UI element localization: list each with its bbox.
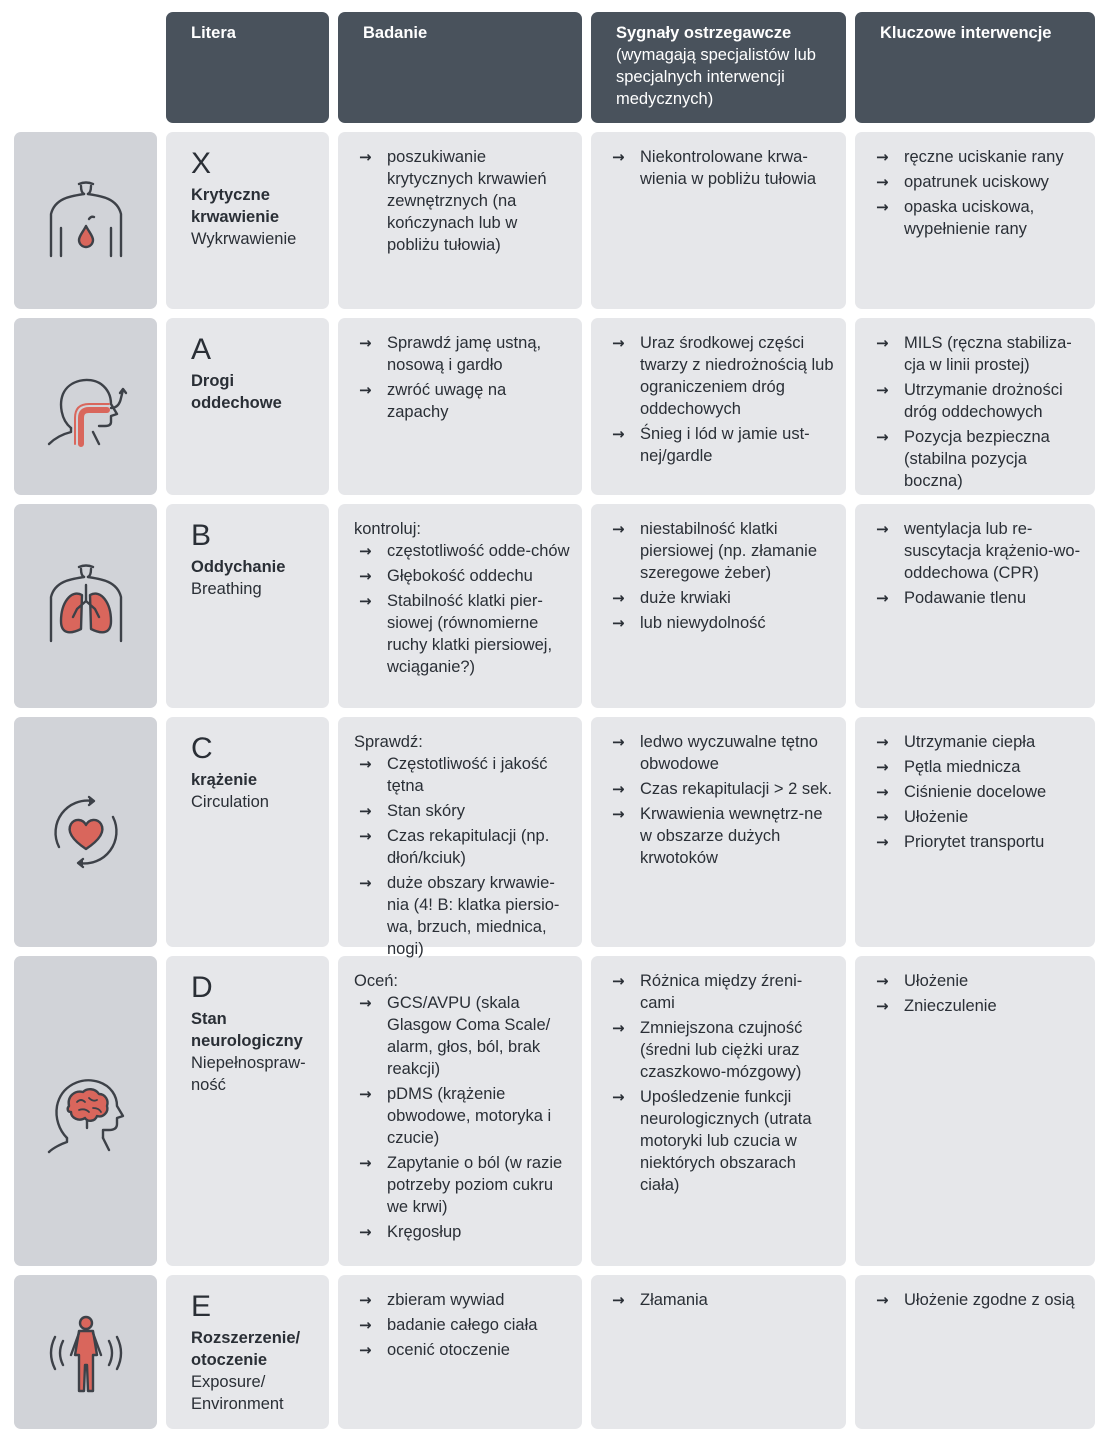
heart-circulation-icon [41, 787, 131, 877]
row-english: Exposure/ Environment [191, 1373, 284, 1413]
row-b-warnings-cell [591, 504, 846, 708]
list-item: → Stabilność klatki pier-siowej (równomierne ruchy klatki piersiowej, wciąganie?) [354, 590, 570, 678]
list-item: → Ułożenie [871, 806, 1083, 828]
list-item: → Ułożenie zgodne z osią [871, 1289, 1083, 1311]
list-item: → poszukiwanie krytycznych krwawień zewnętrznych (na kończynach lub w pobliżu tułowia) [354, 146, 570, 256]
row-a-interventions-cell [855, 318, 1095, 495]
row-name: Stan neurologiczny [191, 1010, 303, 1050]
row-x-letter-cell [166, 132, 329, 309]
row-d-exam-cell [338, 956, 582, 1266]
list-item: → Podawanie tlenu [871, 587, 1083, 609]
row-c-warnings-cell [591, 717, 846, 947]
row-letter: B [191, 519, 212, 552]
row-d-letter-cell [166, 956, 329, 1266]
row-e-interventions-cell [855, 1275, 1095, 1429]
row-a-letter-cell [166, 318, 329, 495]
list-item: → Krwawienia wewnętrz-ne w obszarze dużych krwotoków [607, 803, 834, 869]
row-english: Breathing [191, 580, 262, 598]
list-item: → opatrunek uciskowy [871, 171, 1083, 193]
list-item: → częstotliwość odde-chów [354, 540, 570, 562]
list-item: → niestabilność klatki piersiowej (np. złamanie szeregowe żeber) [607, 518, 834, 584]
list-item: → Utrzymanie ciepła [871, 731, 1083, 753]
list-item: → Pozycja bezpieczna (stabilna pozycja boczna) [871, 426, 1083, 492]
list-item: → Sprawdź jamę ustną, nosową i gardło [354, 332, 570, 376]
list-item: → Upośledzenie funkcji neurologicznych (utrata motoryki lub czucia w niektórych obszarach ciała) [607, 1086, 834, 1196]
header-letter: Litera [166, 12, 329, 123]
row-name: Rozszerzenie/ otoczenie [191, 1329, 301, 1369]
list-item: → Kręgosłup [354, 1221, 570, 1243]
list-item: → MILS (ręczna stabiliza-cja w linii prostej) [871, 332, 1083, 376]
row-name: Krytyczne krwawienie [191, 186, 280, 226]
header-empty [14, 12, 157, 123]
row-letter: D [191, 971, 213, 1004]
list-item: → Ułożenie [871, 970, 1083, 992]
header-interventions: Kluczowe interwencje [855, 12, 1095, 123]
list-item: → pDMS (krążenie obwodowe, motoryka i czucie) [354, 1083, 570, 1149]
row-c-letter-cell [166, 717, 329, 947]
exam-intro: Oceń: [354, 972, 399, 990]
list-item: → Stan skóry [354, 800, 570, 822]
row-name: Drogi oddechowe [191, 372, 282, 412]
row-b-exam-cell [338, 504, 582, 708]
row-b-letter-cell [166, 504, 329, 708]
list-item: → Czas rekapitulacji (np. dłoń/kciuk) [354, 825, 570, 869]
row-english: Wykrwawienie [191, 230, 297, 248]
row-a-icon-cell [14, 318, 157, 495]
brain-head-icon [41, 1066, 131, 1156]
row-x-warnings-cell [591, 132, 846, 309]
list-item: → wentylacja lub re-suscytacja krążenio-wo-oddechowa (CPR) [871, 518, 1083, 584]
exam-intro: Sprawdź: [354, 733, 423, 751]
airway-head-icon [41, 362, 131, 452]
row-d-warnings-cell [591, 956, 846, 1266]
row-letter: A [191, 333, 212, 366]
row-name: krążenie [191, 771, 258, 789]
row-c-interventions-cell [855, 717, 1095, 947]
list-item: → Czas rekapitulacji > 2 sek. [607, 778, 834, 800]
list-item: → duże obszary krwawie-nia (4! B: klatka piersio-wa, brzuch, miednica, nogi) [354, 872, 570, 960]
row-d-icon-cell [14, 956, 157, 1266]
list-item: → Złamania [607, 1289, 834, 1311]
row-d-interventions-cell [855, 956, 1095, 1266]
list-item: → ocenić otoczenie [354, 1339, 570, 1361]
exam-intro: kontroluj: [354, 520, 421, 538]
row-e-letter-cell [166, 1275, 329, 1429]
abcde-table [14, 12, 1095, 1429]
row-english: Niepełnospraw-ność [191, 1054, 306, 1094]
list-item: → Częstotliwość i jakość tętna [354, 753, 570, 797]
row-c-exam-cell [338, 717, 582, 958]
row-b-interventions-cell [855, 504, 1095, 708]
body-exposure-icon [41, 1307, 131, 1397]
row-e-warnings-cell [591, 1275, 846, 1429]
list-item: → Różnica między źreni-cami [607, 970, 834, 1014]
row-b-icon-cell [14, 504, 157, 708]
row-e-icon-cell [14, 1275, 157, 1429]
row-c-icon-cell [14, 717, 157, 947]
list-item: → Zapytanie o ból (w razie potrzeby poziom cukru we krwi) [354, 1152, 570, 1218]
list-item: → Uraz środkowej części twarzy z niedrożnością lub ograniczeniem dróg oddechowych [607, 332, 834, 420]
row-x-exam-cell [338, 132, 582, 309]
lungs-icon [41, 561, 131, 651]
list-item: → zwróć uwagę na zapachy [354, 379, 570, 423]
list-item: → Znieczulenie [871, 995, 1083, 1017]
header-warnings-title: Sygnały ostrzegawcze [616, 24, 792, 42]
list-item: → Pętla miednicza [871, 756, 1083, 778]
list-item: → duże krwiaki [607, 587, 834, 609]
list-item: → Głębokość oddechu [354, 565, 570, 587]
row-e-exam-cell [338, 1275, 582, 1429]
list-item: → Ciśnienie docelowe [871, 781, 1083, 803]
row-x-interventions-cell [855, 132, 1095, 309]
row-english: Circulation [191, 793, 269, 811]
row-letter: C [191, 732, 213, 765]
row-x-icon-cell [14, 132, 157, 309]
list-item: → Utrzymanie drożności dróg oddechowych [871, 379, 1083, 423]
row-a-exam-cell [338, 318, 582, 495]
list-item: → Zmniejszona czujność (średni lub ciężki uraz czaszkowo-mózgowy) [607, 1017, 834, 1083]
list-item: → Priorytet transportu [871, 831, 1083, 853]
list-item: → lub niewydolność [607, 612, 834, 634]
row-a-warnings-cell [591, 318, 846, 495]
row-letter: X [191, 147, 212, 180]
header-warnings [591, 12, 846, 123]
list-item: → ręczne uciskanie rany [871, 146, 1083, 168]
row-letter: E [191, 1290, 212, 1323]
torso-blood-drop-icon [41, 176, 131, 266]
list-item: → Śnieg i lód w jamie ust-nej/gardle [607, 423, 834, 467]
header-warnings-sub: (wymagają specjalistów lub specjalnych interwencji medycznych) [616, 46, 816, 108]
list-item: → Niekontrolowane krwa-wienia w pobliżu tułowia [607, 146, 834, 190]
list-item: → badanie całego ciała [354, 1314, 570, 1336]
header-exam: Badanie [338, 12, 582, 123]
row-name: Oddychanie [191, 558, 286, 576]
list-item: → ledwo wyczuwalne tętno obwodowe [607, 731, 834, 775]
list-item: → GCS/AVPU (skala Glasgow Coma Scale/ alarm, głos, ból, brak reakcji) [354, 992, 570, 1080]
list-item: → zbieram wywiad [354, 1289, 570, 1311]
list-item: → opaska uciskowa, wypełnienie rany [871, 196, 1083, 240]
